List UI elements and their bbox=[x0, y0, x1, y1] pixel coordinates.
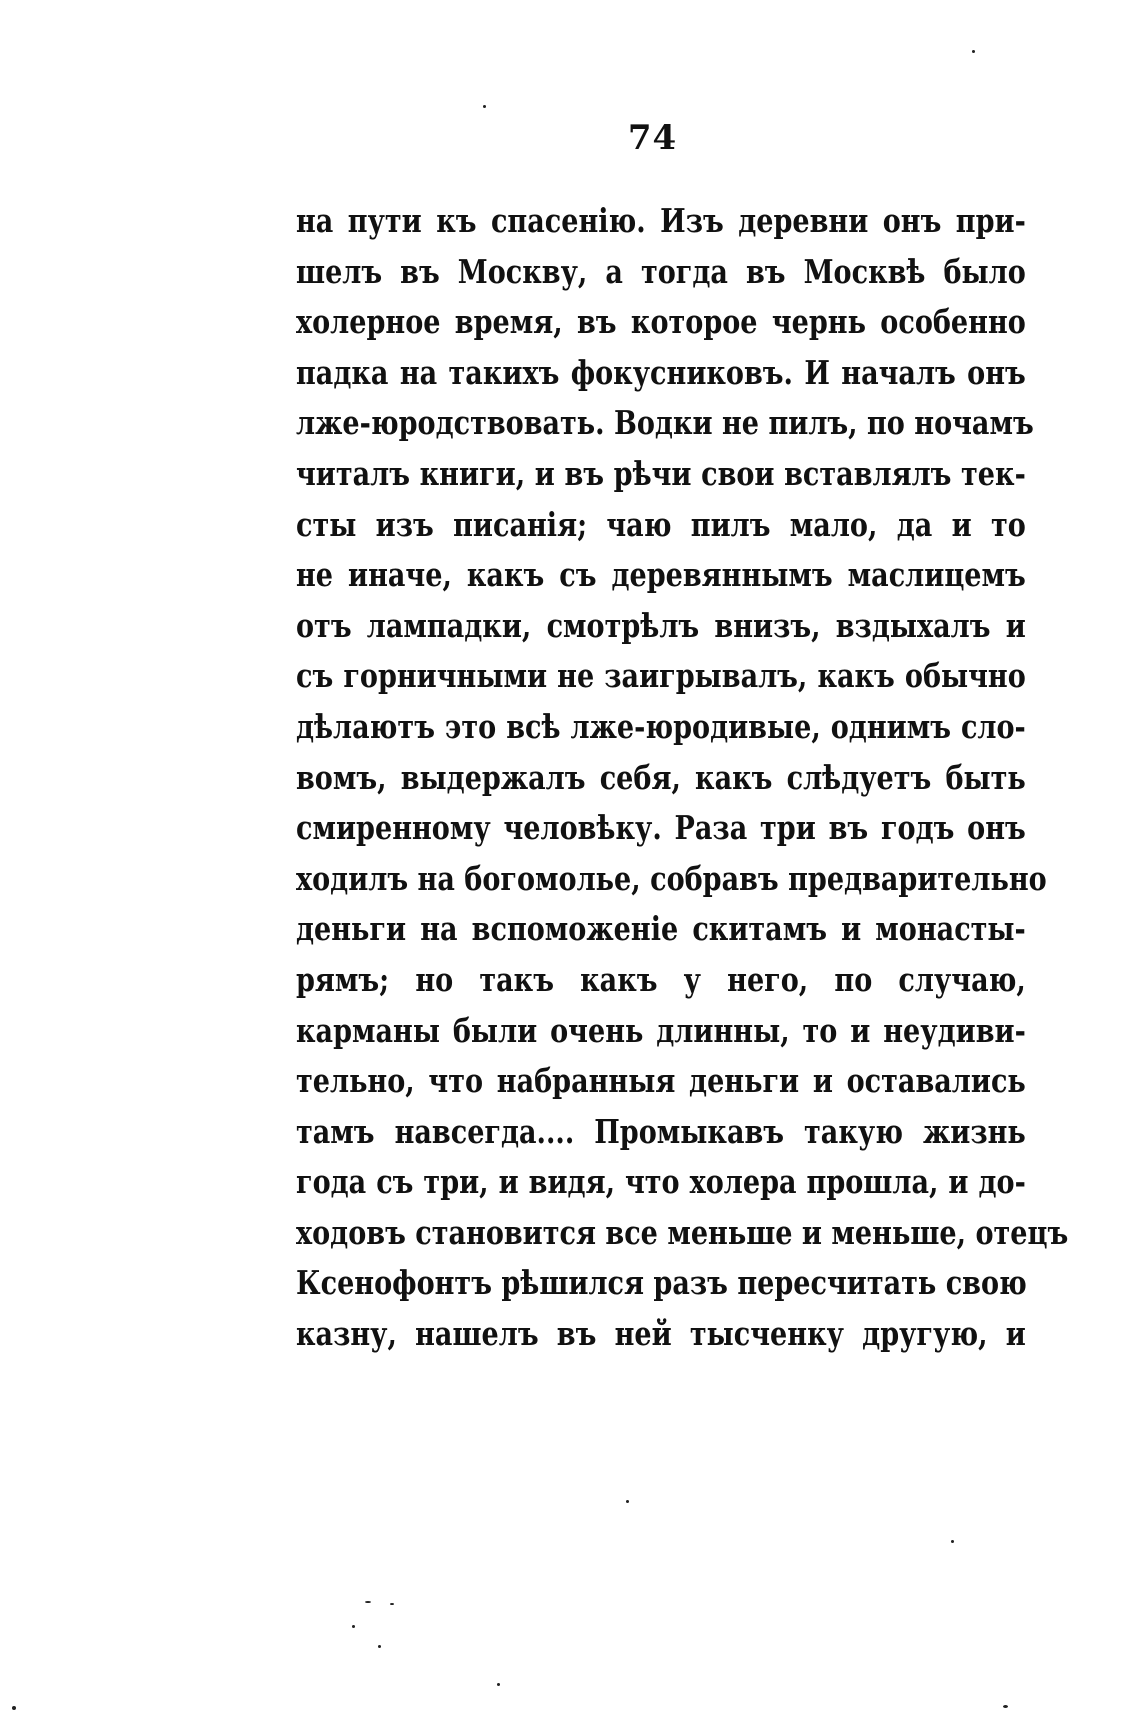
text-line: лже-юродствовать. Водки не пилъ, по ночамъ bbox=[296, 403, 1034, 443]
text-line: шелъ въ Москву, а тогда въ Москвѣ было bbox=[296, 251, 1026, 291]
text-line: тамъ навсегда.... Промыкавъ такую жизнь bbox=[296, 1111, 1026, 1151]
text-line: карманы были очень длинны, то и неудиви- bbox=[296, 1010, 1026, 1050]
text-line: деньги на вспоможеніе скитамъ и монасты- bbox=[296, 909, 1026, 949]
text-line: не иначе, какъ съ деревяннымъ маслицемъ bbox=[296, 555, 1026, 595]
text-line: читалъ книги, и въ рѣчи свои вставлялъ тек- bbox=[296, 453, 1026, 493]
text-line: съ горничными не заигрывалъ, какъ обычно bbox=[296, 656, 1026, 696]
scan-speck bbox=[483, 105, 486, 108]
scan-speck bbox=[626, 1500, 629, 1503]
scan-speck bbox=[972, 50, 975, 53]
text-line: ходилъ на богомолье, собравъ предварительно bbox=[296, 858, 1047, 898]
scan-speck bbox=[352, 1625, 355, 1628]
text-line: сты изъ писанія; чаю пилъ мало, да и то bbox=[296, 504, 1026, 544]
scan-speck bbox=[390, 1603, 394, 1605]
scan-speck bbox=[951, 1540, 954, 1543]
text-line: вомъ, выдержалъ себя, какъ слѣдуетъ быть bbox=[296, 757, 1026, 797]
text-line: ходовъ становится все меньше и меньше, отецъ bbox=[296, 1212, 1069, 1252]
scan-speck bbox=[378, 1645, 381, 1648]
text-line: казну, нашелъ въ ней тысченку другую, и bbox=[296, 1314, 1026, 1354]
text-line: падка на такихъ фокусниковъ. И началъ онъ bbox=[296, 352, 1026, 392]
scan-speck bbox=[1003, 1705, 1008, 1708]
text-line: дѣлаютъ это всѣ лже-юродивые, однимъ сло- bbox=[296, 706, 1026, 746]
text-line: отъ лампадки, смотрѣлъ внизъ, вздыхалъ и bbox=[296, 605, 1026, 645]
text-line: холерное время, въ которое чернь особенно bbox=[296, 302, 1026, 342]
text-line: рямъ; но такъ какъ у него, по случаю, bbox=[296, 959, 1026, 999]
scan-speck bbox=[497, 1683, 500, 1686]
text-line: Ксенофонтъ рѣшился разъ пересчитать свою bbox=[296, 1263, 1027, 1303]
text-line: смиренному человѣку. Раза три въ годъ онъ bbox=[296, 808, 1026, 848]
scan-speck bbox=[365, 1601, 371, 1603]
page-number: 74 bbox=[627, 118, 678, 158]
text-line: тельно, что набранныя деньги и оставались bbox=[296, 1061, 1026, 1101]
scan-speck bbox=[12, 1706, 16, 1710]
text-line: года съ три, и видя, что холера прошла, и до- bbox=[296, 1162, 1026, 1202]
body-text bbox=[296, 196, 1069, 1360]
text-line: на пути къ спасенію. Изъ деревни онъ при- bbox=[296, 201, 1026, 240]
